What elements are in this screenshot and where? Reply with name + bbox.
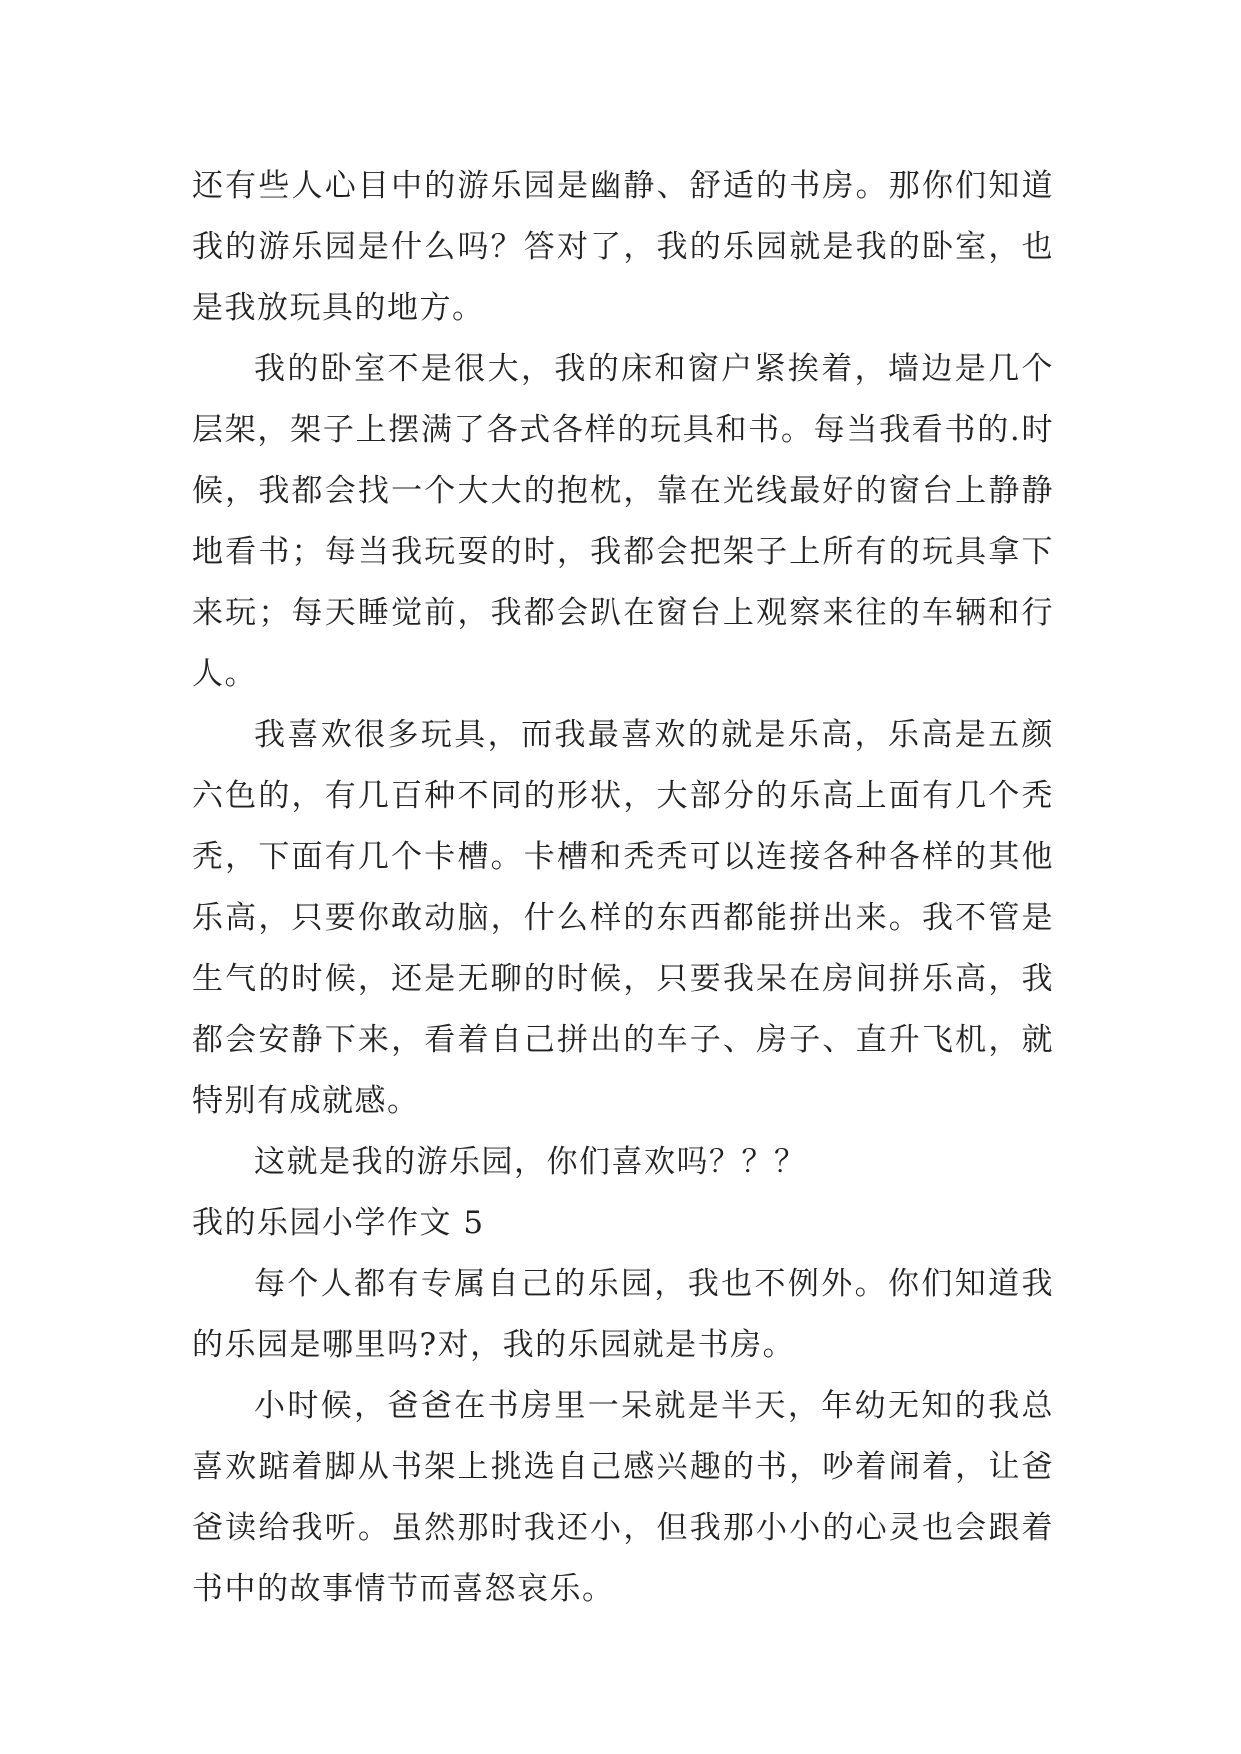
paragraph: 我的卧室不是很大，我的床和窗户紧挨着，墙边是几个层架，架子上摆满了各式各样的玩具和书。每当我看书的.时候，我都会找一个大大的抱枕，靠在光线最好的窗台上静静地看书；每当我玩耍的时，我都会把架子上所有的玩具拿下来玩；每天睡觉前，我都会趴在窗台上观察来往的车辆和行人。 [192, 351, 1054, 692]
paragraph: 小时候，爸爸在书房里一呆就是半天，年幼无知的我总喜欢踮着脚从书架上挑选自己感兴趣的书，吵着闹着，让爸爸读给我听。虽然那时我还小，但我那小小的心灵也会跟着书中的故事情节而喜怒哀乐。 [192, 1388, 1054, 1607]
paragraph: 这就是我的游乐园，你们喜欢吗？？？ [254, 1144, 807, 1180]
paragraph: 每个人都有专属自己的乐园，我也不例外。你们知道我的乐园是哪里吗?对，我的乐园就是书房。 [192, 1266, 1054, 1363]
document-body [192, 156, 1054, 1620]
paragraph: 还有些人心目中的游乐园是幽静、舒适的书房。那你们知道我的游乐园是什么吗？答对了，我的乐园就是我的卧室，也是我放玩具的地方。 [192, 168, 1054, 326]
section-title: 我的乐园小学作文 5 [192, 1205, 485, 1241]
paragraph: 我喜欢很多玩具，而我最喜欢的就是乐高，乐高是五颜六色的，有几百种不同的形状，大部分的乐高上面有几个秃秃，下面有几个卡槽。卡槽和秃秃可以连接各种各样的其他乐高，只要你敢动脑，什么样的东西都能拼出来。我不管是生气的时候，还是无聊的时候，只要我呆在房间拼乐高，我都会安静下来，看着自己拼出的车子、房子、直升飞机，就特别有成就感。 [192, 717, 1054, 1119]
